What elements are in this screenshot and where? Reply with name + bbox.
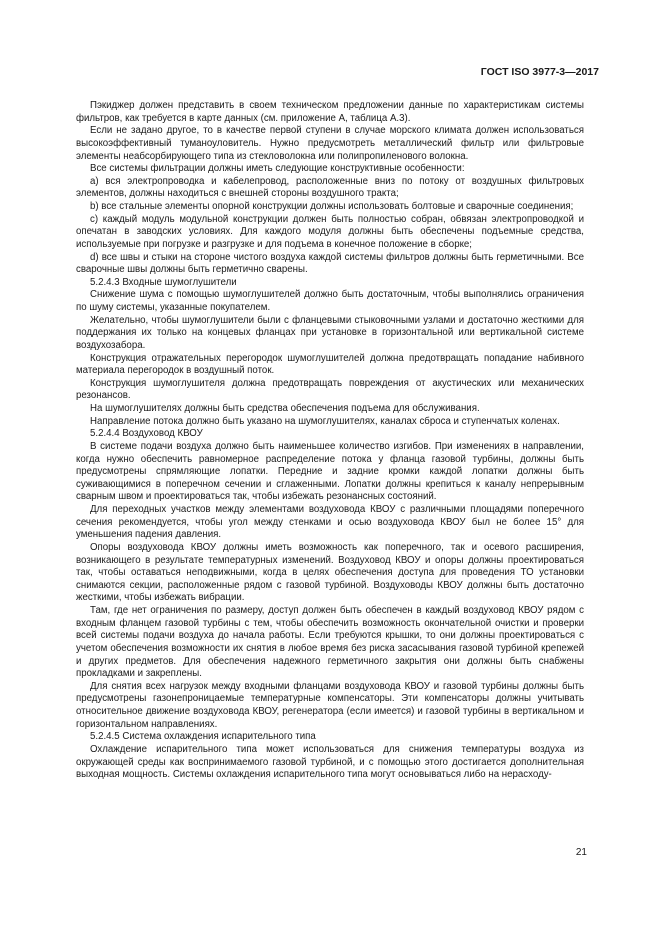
paragraph: Если не задано другое, то в качестве первой ступени в случае морского климата должен использоваться высокоэффективный туманоуловитель. Нужно предусмотреть металлический фильтр или фильтровые элементы неабсорбирующего типа из стекловолокна или полипропиленового волокна. [76, 125, 584, 162]
paragraph: Конструкция шумоглушителя должна предотвращать повреждения от акустических или механических резонансов. [76, 377, 584, 402]
paragraph: Снижение шума с помощью шумоглушителей должно быть достаточным, чтобы выполнялись ограничения по шуму системы, указанные покупателем. [76, 289, 584, 313]
paragraph: На шумоглушителях должны быть средства обеспечения подъема для обслуживания. [90, 403, 480, 414]
document-code-header: ГОСТ ISO 3977-3—2017 [480, 66, 599, 78]
paragraph: Для переходных участков между элементами воздуховода КВОУ с различными площадями поперечного сечения рекомендуется, чтобы угол между стенками и осью воздуховода КВОУ был не более 15° для уменьшения падения давления. [76, 504, 584, 541]
list-item: а) вся электропроводка и кабелепровод, расположенные вниз по потоку от воздушных фильтровых элементов, должны находиться с внешней стороны воздушного тракта; [76, 175, 584, 200]
paragraph: Желательно, чтобы шумоглушители были с фланцевыми стыковочными узлами и достаточно жесткими для поддержания их только на концевых фланцах при установке в горизонтальной или вертикальной системе воздухозабора. [76, 314, 584, 351]
paragraph: Охлаждение испарительного типа может использоваться для снижения температуры воздуха из окружающей среды как воспринимаемого газовой турбиной, и с помощью этого достигается дополнительная выходная мощность. Системы охлаждения испарительного типа могут основываться либо на нерасходу- [76, 743, 584, 781]
paragraph: Там, где нет ограничения по размеру, доступ должен быть обеспечен в каждый воздуховод КВОУ рядом с входным фланцем газовой турбины с тем, чтобы обеспечить возможность окончательной очистки и проверки всей системы подачи воздуха до начала работы. Если требуются крышки, то они должны проектироваться с учетом обеспечения возможности их снятия в любое время без риска засасывания газовой турбиной крепежей и других предметов. Для обеспечения надежного герметичного закрытия они должны быть снабжены прокладками и закреплены. [76, 605, 584, 680]
paragraph: Все системы фильтрации должны иметь следующие конструктивные особенности: [90, 163, 465, 175]
list-item: d) все швы и стыки на стороне чистого воздуха каждой системы фильтров должны быть герметичными. Все сварочные швы должны быть герметично сварены. [76, 251, 584, 276]
page-number: 21 [575, 847, 587, 858]
list-item: b) все стальные элементы опорной конструкции должны использовать болтовые и сварочные соединения; [90, 201, 574, 212]
paragraph: Опоры воздуховода КВОУ должны иметь возможность как поперечного, так и осевого расширения, возникающего в результате температурных изменений. Воздуховод КВОУ и опоры должны проектироваться так, чтобы оставаться неподвижными, когда в целях обеспечения доступа для проведения ТО установки снимаются секции, расположенные рядом с газовой турбиной. Воздуховоды КВОУ должны быть достаточно жесткими, чтобы избежать вибрации. [76, 541, 584, 604]
section-heading: 5.2.4.5 Система охлаждения испарительного типа [90, 731, 316, 743]
paragraph: Пэкиджер должен представить в своем техническом предложении данные по характеристикам системы фильтров, как требуется в карте данных (см. приложение А, таблица А.3). [76, 100, 584, 124]
section-heading: 5.2.4.4 Воздуховод КВОУ [90, 428, 203, 440]
list-item: с) каждый модуль модульной конструкции должен быть полностью собран, обвязан электропроводкой и опечатан в заводских условиях. Для каждого модуля должны быть обеспечены подъемные средства, используемые при погрузке и разгрузке и для подъема в конечное положение в сборке; [76, 213, 584, 250]
paragraph: В системе подачи воздуха должно быть наименьшее количество изгибов. При изменениях в направлении, когда нужно обеспечить равномерное распределение потока у фланца газовой турбины, должны быть предусмотрены спрямляющие лопатки. Передние и задние кромки каждой лопатки должны быть суживающимися в поперечном сечении и сглаженными. Лопатки должны крепиться к каналу непрерывным сварным швом и проектироваться так, чтобы избежать резонансных состояний. [76, 440, 584, 503]
paragraph: Конструкция отражательных перегородок шумоглушителей должна предотвращать попадание набивного материала перегородок в воздушный поток. [76, 352, 584, 377]
paragraph: Направление потока должно быть указано на шумоглушителях, каналах сброса и ступенчатых коленах. [90, 415, 560, 427]
paragraph: Для снятия всех нагрузок между входными фланцами воздуховода КВОУ и газовой турбины должны быть предусмотрены газонепроницаемые температурные компенсаторы. Эти компенсаторы должны учитывать относительное движение воздуховода КВОУ, регенератора (если имеется) и газовой турбины в вертикальном и горизонтальном направлениях. [76, 680, 584, 730]
document-body [76, 100, 584, 782]
section-heading: 5.2.4.3 Входные шумоглушители [90, 276, 237, 288]
